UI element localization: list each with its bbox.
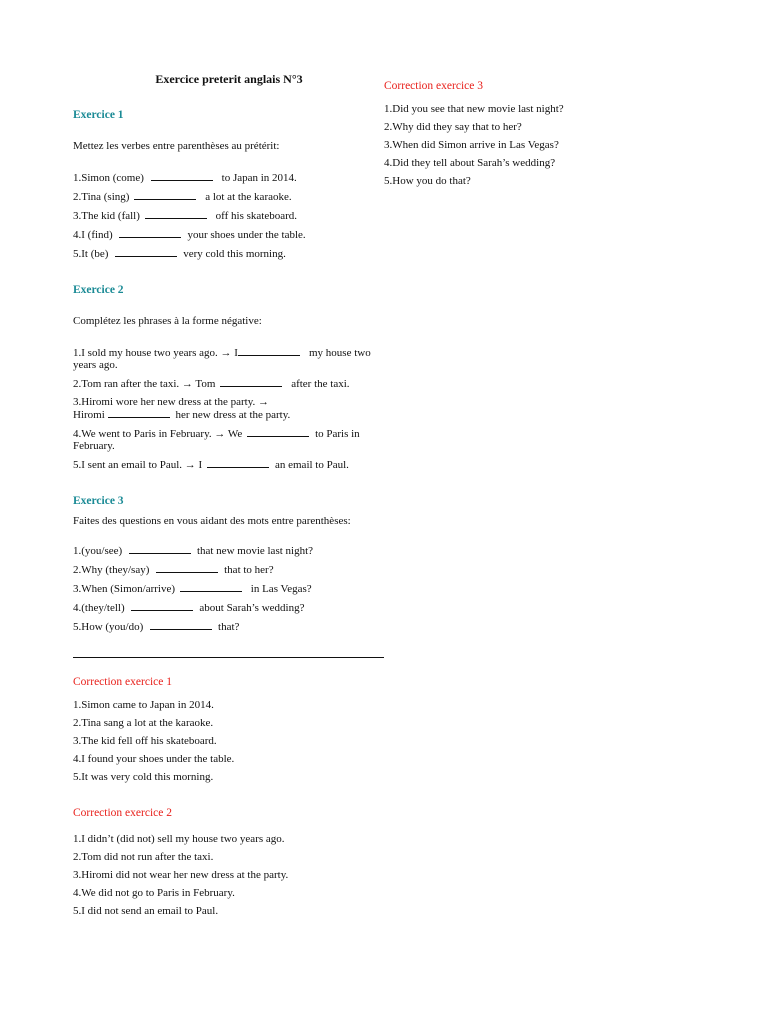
correction-1-item: 5.It was very cold this morning. [73,771,214,783]
correction-2-item: 4.We did not go to Paris in February. [73,887,235,899]
answer-blank[interactable] [134,190,196,200]
correction-1-item: 1.Simon came to Japan in 2014. [73,699,214,711]
correction-2-item: 5.I did not send an email to Paul. [73,905,219,917]
exercise-1-item: 5.It (be) very cold this morning. [73,248,286,260]
exercise-1-item: 1.Simon (come) to Japan in 2014. [73,172,297,184]
correction-3-item: 1.Did you see that new movie last night? [384,103,564,115]
answer-blank[interactable] [220,377,282,387]
answer-blank[interactable] [238,346,300,356]
correction-1-list [73,699,385,783]
right-column [384,80,684,187]
answer-blank[interactable] [119,228,181,238]
correction-1-item: 4.I found your shoes under the table. [73,753,235,765]
page-title: Exercice preterit anglais N°3 [155,72,303,86]
correction-2-list [73,833,385,917]
exercise-2-item: 5.I sent an email to Paul. → I an email to Paul. [73,459,349,471]
exercise-2-heading: Exercice 2 [73,284,124,296]
exercise-1-instruction: Mettez les verbes entre parenthèses au prétérit: [73,140,280,152]
exercise-1-item: 2.Tina (sing) a lot at the karaoke. [73,191,292,203]
exercise-3-item: 4.(they/tell) about Sarah’s wedding? [73,602,305,614]
exercise-3-item: 1.(you/see) that new movie last night? [73,545,314,557]
exercise-1-item: 4.I (find) your shoes under the table. [73,229,306,241]
correction-3-list [384,103,684,187]
correction-1-item: 2.Tina sang a lot at the karaoke. [73,717,214,729]
exercise-1-list [73,171,385,260]
exercise-3-item: 2.Why (they/say) that to her? [73,564,274,576]
exercise-3-instruction: Faites des questions en vous aidant des mots entre parenthèses: [73,515,351,527]
exercise-2-item: 2.Tom ran after the taxi. → Tom after the taxi. [73,378,350,390]
correction-1-heading: Correction exercice 1 [73,676,172,688]
exercise-2-item: 1.I sold my house two years ago. → I my house two years ago. [73,347,371,371]
correction-3-heading: Correction exercice 3 [384,80,483,92]
exercise-3-item: 3.When (Simon/arrive) in Las Vegas? [73,583,312,595]
exercise-3-heading: Exercice 3 [73,495,124,507]
exercise-1-heading: Exercice 1 [73,109,124,121]
exercise-3-item: 5.How (you/do) that? [73,621,240,633]
answer-blank[interactable] [180,582,242,592]
exercise-2-item: 4.We went to Paris in February. → We to Paris in February. [73,428,360,452]
correction-2-item: 1.I didn’t (did not) sell my house two years ago. [73,833,285,845]
answer-blank[interactable] [115,247,177,257]
correction-2-heading: Correction exercice 2 [73,807,172,819]
answer-blank[interactable] [131,601,193,611]
correction-3-item: 2.Why did they say that to her? [384,121,522,133]
correction-3-item: 5.How you do that? [384,175,471,187]
correction-1-item: 3.The kid fell off his skateboard. [73,735,217,747]
exercise-3-list [73,544,385,633]
section-divider [73,657,384,658]
exercise-1-item: 3.The kid (fall) off his skateboard. [73,210,298,222]
answer-blank[interactable] [108,408,170,418]
correction-3-item: 4.Did they tell about Sarah’s wedding? [384,157,556,169]
correction-2-item: 2.Tom did not run after the taxi. [73,851,214,863]
answer-blank[interactable] [129,544,191,554]
answer-blank[interactable] [207,458,269,468]
left-column [73,72,385,633]
answer-blank[interactable] [145,209,207,219]
exercise-2-list [73,346,385,471]
corrections-left [73,676,385,917]
exercise-2-item: 3.Hiromi wore her new dress at the party. → Hiromi her new dress at the party. [73,396,291,421]
answer-blank[interactable] [247,427,309,437]
answer-blank[interactable] [151,171,213,181]
exercise-2-instruction: Complétez les phrases à la forme négative: [73,315,262,327]
answer-blank[interactable] [150,620,212,630]
correction-2-item: 3.Hiromi did not wear her new dress at the party. [73,869,289,881]
answer-blank[interactable] [156,563,218,573]
correction-3-item: 3.When did Simon arrive in Las Vegas? [384,139,559,151]
